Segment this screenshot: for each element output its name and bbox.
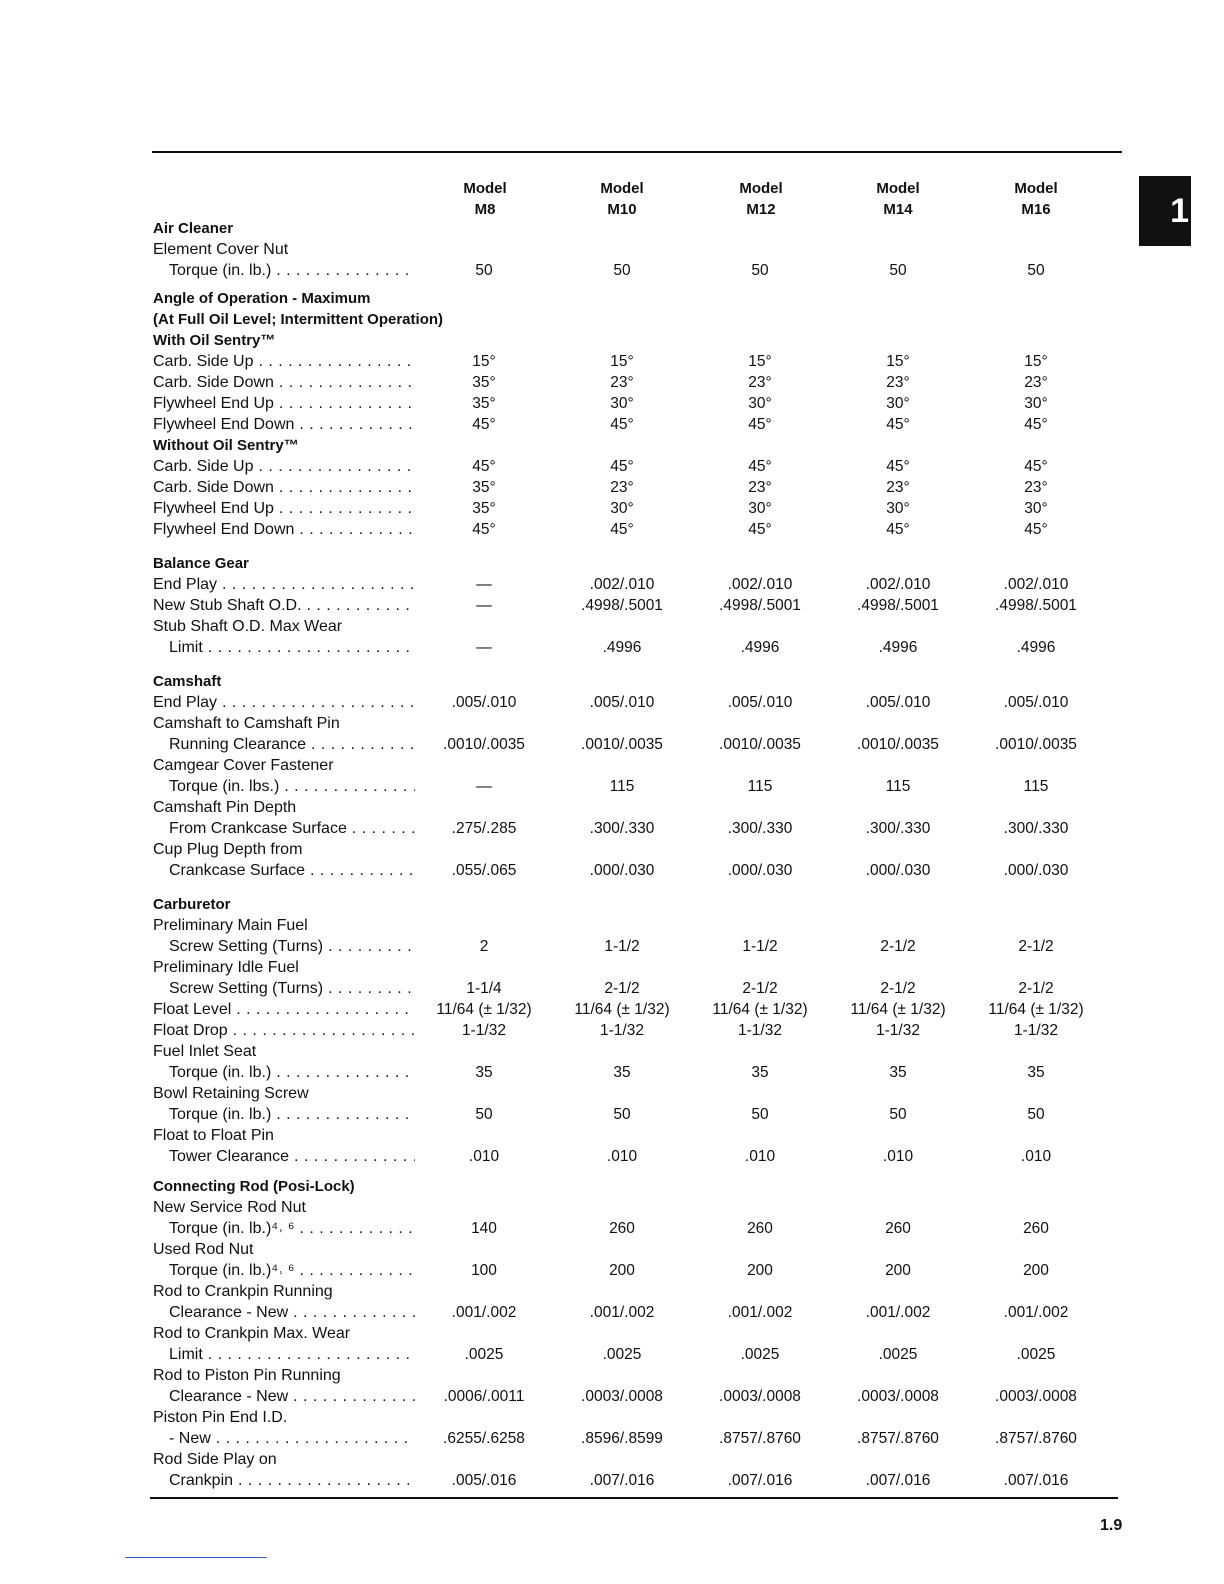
section-heading: Without Oil Sentry™ — [153, 437, 299, 454]
spec-label: Piston Pin End I.D. — [153, 1409, 288, 1426]
spec-value-m12: 200 — [747, 1262, 773, 1279]
spec-value-m10: 30° — [610, 395, 634, 412]
spec-value-m16: 23° — [1024, 374, 1048, 391]
spec-value-m8: 11/64 (± 1/32) — [436, 1001, 532, 1018]
spec-value-m8: 35° — [472, 500, 496, 517]
top-rule — [152, 151, 1122, 153]
section-heading-row — [0, 671, 1224, 692]
spec-label: Camgear Cover Fastener — [153, 757, 334, 774]
spec-label: Torque (in. lb.) . . . — [169, 1104, 415, 1125]
spec-value-m14: 15° — [886, 353, 910, 370]
spec-value-m14: .005/.010 — [865, 694, 931, 711]
spec-value-m10: .0003/.0008 — [581, 1388, 663, 1405]
spec-row — [0, 1020, 1224, 1041]
spec-value-m8: 1-1/4 — [466, 980, 502, 997]
spec-value-m16: 11/64 (± 1/32) — [988, 1001, 1084, 1018]
spec-label: Screw Setting (Turns) . . . — [169, 978, 415, 999]
column-header-line1: Model — [876, 180, 920, 197]
spec-label: Stub Shaft O.D. Max Wear — [153, 618, 343, 635]
spec-value-m14: 23° — [886, 479, 910, 496]
spec-row — [0, 1281, 1224, 1302]
spec-value-m8: 50 — [475, 262, 493, 279]
spec-value-m14: 23° — [886, 374, 910, 391]
spec-value-m8: .6255/.6258 — [443, 1430, 525, 1447]
spec-value-m8: 100 — [471, 1262, 497, 1279]
spec-value-m10: .8596/.8599 — [581, 1430, 663, 1447]
spec-value-m16: .002/.010 — [1003, 576, 1069, 593]
spec-row — [0, 860, 1224, 881]
spec-value-m14: .300/.330 — [865, 820, 931, 837]
spec-label: Cup Plug Depth from — [153, 841, 303, 858]
spec-label: Camshaft Pin Depth — [153, 799, 297, 816]
section-heading-row — [0, 330, 1224, 351]
spec-value-m8: 35° — [472, 479, 496, 496]
spec-value-m12: 15° — [748, 353, 772, 370]
spec-value-m16: .4996 — [1016, 639, 1056, 656]
spec-value-m12: .005/.010 — [727, 694, 793, 711]
spec-label: Limit . . . — [169, 1344, 415, 1365]
spec-value-m14: .8757/.8760 — [857, 1430, 939, 1447]
spec-row — [0, 372, 1224, 393]
spec-label: Element Cover Nut — [153, 241, 289, 258]
spec-label: Torque (in. lb.) . . . — [169, 1062, 415, 1083]
spec-value-m8: .005/.016 — [451, 1472, 517, 1489]
spec-value-m12: .0003/.0008 — [719, 1388, 801, 1405]
spec-value-m8: 45° — [472, 458, 496, 475]
spec-value-m10: 50 — [613, 262, 631, 279]
bottom-rule — [150, 1497, 1118, 1499]
spec-row — [0, 616, 1224, 637]
spec-value-m14: 260 — [885, 1220, 911, 1237]
spec-value-m10: .4996 — [602, 639, 642, 656]
spec-row — [0, 1218, 1224, 1239]
spec-value-m16: .010 — [1020, 1148, 1052, 1165]
spec-label: Tower Clearance . . . — [169, 1146, 415, 1167]
spec-row — [0, 936, 1224, 957]
section-heading-row — [0, 309, 1224, 330]
spec-label: Limit . . . — [169, 637, 415, 658]
section-heading: Air Cleaner — [153, 220, 234, 237]
spec-label: Carb. Side Up . . . — [153, 351, 415, 372]
spec-value-m12: .4998/.5001 — [719, 597, 801, 614]
spec-value-m12: .010 — [744, 1148, 776, 1165]
spec-label: Flywheel End Down . . . — [153, 414, 415, 435]
spec-value-m16: 2-1/2 — [1018, 980, 1054, 997]
spec-value-m16: 50 — [1027, 262, 1045, 279]
column-header-model: M8 — [474, 201, 496, 218]
spec-value-m8: .0006/.0011 — [443, 1388, 525, 1405]
spec-value-m8: 140 — [471, 1220, 497, 1237]
spec-row — [0, 1449, 1224, 1470]
spec-value-m12: .007/.016 — [727, 1472, 793, 1489]
spec-row — [0, 1239, 1224, 1260]
spec-value-m8: .0025 — [464, 1346, 504, 1363]
spec-label: Preliminary Idle Fuel — [153, 959, 299, 976]
spec-row — [0, 574, 1224, 595]
spec-value-m8: 35° — [472, 374, 496, 391]
spec-value-m12: .001/.002 — [727, 1304, 793, 1321]
spec-row — [0, 414, 1224, 435]
spec-value-m10: 45° — [610, 521, 634, 538]
spec-label: Crankpin . . . — [169, 1470, 415, 1491]
spec-value-m16: 23° — [1024, 479, 1048, 496]
spec-row — [0, 776, 1224, 797]
spec-value-m14: .0003/.0008 — [857, 1388, 939, 1405]
spec-row — [0, 1302, 1224, 1323]
spec-row — [0, 818, 1224, 839]
column-header-m14 — [853, 178, 943, 220]
spec-value-m12: 45° — [748, 521, 772, 538]
spec-value-m10: 1-1/2 — [604, 938, 640, 955]
section-heading: Connecting Rod (Posi-Lock) — [153, 1178, 355, 1195]
spec-label: Torque (in. lb.)⁴˒ ⁶ . . . — [169, 1260, 415, 1281]
spec-row — [0, 1146, 1224, 1167]
spec-row — [0, 839, 1224, 860]
spec-value-m14: .0010/.0035 — [857, 736, 939, 753]
spec-row — [0, 1344, 1224, 1365]
spec-value-m10: .005/.010 — [589, 694, 655, 711]
spec-row — [0, 797, 1224, 818]
spec-row — [0, 1197, 1224, 1218]
spec-value-m12: 50 — [751, 1106, 769, 1123]
section-heading-row — [0, 553, 1224, 574]
spec-label: New Stub Shaft O.D. . . . — [153, 595, 415, 616]
page-number: 1.9 — [1100, 1517, 1123, 1534]
spec-row — [0, 755, 1224, 776]
spec-value-m14: 50 — [889, 262, 907, 279]
spec-value-m10: 45° — [610, 458, 634, 475]
spec-value-m8: 45° — [472, 521, 496, 538]
spec-value-m14: 1-1/32 — [876, 1022, 920, 1039]
spec-label: Float Drop . . . — [153, 1020, 415, 1041]
section-heading: Carburetor — [153, 896, 231, 913]
spec-value-m16: 45° — [1024, 458, 1048, 475]
spec-value-m10: .002/.010 — [589, 576, 655, 593]
spec-value-m12: .4996 — [740, 639, 780, 656]
spec-value-m12: 35 — [751, 1064, 769, 1081]
section-heading-row — [0, 288, 1224, 309]
section-heading-row — [0, 218, 1224, 239]
spec-label: End Play . . . — [153, 574, 415, 595]
spec-value-m16: 2-1/2 — [1018, 938, 1054, 955]
spec-label: Flywheel End Up . . . — [153, 498, 415, 519]
spec-value-m12: .300/.330 — [727, 820, 793, 837]
spec-row — [0, 1062, 1224, 1083]
spec-value-m8: 35 — [475, 1064, 493, 1081]
spec-value-m16: .8757/.8760 — [995, 1430, 1077, 1447]
spec-value-m16: .0025 — [1016, 1346, 1056, 1363]
spec-value-m10: .001/.002 — [589, 1304, 655, 1321]
spec-value-m12: 1-1/32 — [738, 1022, 782, 1039]
spec-row — [0, 999, 1224, 1020]
spec-row — [0, 1428, 1224, 1449]
column-header-m8 — [440, 178, 530, 220]
spec-label: New Service Rod Nut — [153, 1199, 306, 1216]
spec-value-m8: — — [476, 778, 492, 795]
column-header-model: M12 — [746, 201, 776, 218]
spec-value-m10: 11/64 (± 1/32) — [574, 1001, 670, 1018]
spec-label: Torque (in. lb.)⁴˒ ⁶ . . . — [169, 1218, 415, 1239]
spec-value-m14: .4996 — [878, 639, 918, 656]
spec-value-m8: — — [476, 639, 492, 656]
spec-value-m12: 30° — [748, 395, 772, 412]
spec-value-m8: 45° — [472, 416, 496, 433]
spec-row — [0, 456, 1224, 477]
spec-value-m16: 45° — [1024, 521, 1048, 538]
spec-value-m10: 2-1/2 — [604, 980, 640, 997]
spec-value-m14: 45° — [886, 521, 910, 538]
spec-label: Rod to Crankpin Running — [153, 1283, 333, 1300]
spec-value-m10: .300/.330 — [589, 820, 655, 837]
spec-label: Used Rod Nut — [153, 1241, 254, 1258]
spec-value-m10: 23° — [610, 374, 634, 391]
spec-value-m12: 45° — [748, 416, 772, 433]
spec-value-m8: 35° — [472, 395, 496, 412]
spec-label: Torque (in. lb.) . . . — [169, 260, 415, 281]
spec-label: Rod to Crankpin Max. Wear — [153, 1325, 351, 1342]
spec-value-m14: .0025 — [878, 1346, 918, 1363]
spec-value-m14: .000/.030 — [865, 862, 931, 879]
spec-value-m12: 23° — [748, 374, 772, 391]
spec-value-m10: .010 — [606, 1148, 638, 1165]
spec-value-m8: .010 — [468, 1148, 500, 1165]
section-heading: Angle of Operation - Maximum — [153, 290, 371, 307]
spec-value-m10: .000/.030 — [589, 862, 655, 879]
spec-value-m12: 2-1/2 — [742, 980, 778, 997]
section-heading: Camshaft — [153, 673, 222, 690]
spec-value-m12: 1-1/2 — [742, 938, 778, 955]
spec-value-m16: 35 — [1027, 1064, 1045, 1081]
spec-row — [0, 1125, 1224, 1146]
spec-row — [0, 978, 1224, 999]
spec-row — [0, 1260, 1224, 1281]
spec-value-m8: .275/.285 — [451, 820, 517, 837]
spec-value-m14: 30° — [886, 500, 910, 517]
column-header-line1: Model — [600, 180, 644, 197]
spec-value-m10: 115 — [609, 778, 635, 795]
spec-value-m8: .001/.002 — [451, 1304, 517, 1321]
column-header-line1: Model — [463, 180, 507, 197]
spec-value-m8: .005/.010 — [451, 694, 517, 711]
spec-value-m10: 35 — [613, 1064, 631, 1081]
spec-label: Torque (in. lbs.) . . . — [169, 776, 415, 797]
spec-label: Flywheel End Up . . . — [153, 393, 415, 414]
spec-value-m14: .4998/.5001 — [857, 597, 939, 614]
spec-value-m16: .4998/.5001 — [995, 597, 1077, 614]
spec-value-m10: 23° — [610, 479, 634, 496]
spec-label: Rod Side Play on — [153, 1451, 277, 1468]
spec-value-m16: 260 — [1023, 1220, 1049, 1237]
column-header-m10 — [577, 178, 667, 220]
spec-value-m12: .0010/.0035 — [719, 736, 801, 753]
spec-value-m10: 30° — [610, 500, 634, 517]
spec-value-m14: 2-1/2 — [880, 980, 916, 997]
spec-value-m14: 200 — [885, 1262, 911, 1279]
spec-row — [0, 393, 1224, 414]
spec-value-m16: 30° — [1024, 500, 1048, 517]
spec-value-m14: 35 — [889, 1064, 907, 1081]
spec-value-m16: 15° — [1024, 353, 1048, 370]
spec-value-m8: 50 — [475, 1106, 493, 1123]
spec-value-m12: 260 — [747, 1220, 773, 1237]
spec-label: Preliminary Main Fuel — [153, 917, 308, 934]
spec-value-m8: .055/.065 — [451, 862, 517, 879]
spec-row — [0, 477, 1224, 498]
column-header-model: M16 — [1021, 201, 1051, 218]
spec-value-m16: 30° — [1024, 395, 1048, 412]
spec-row — [0, 957, 1224, 978]
spec-value-m10: .0025 — [602, 1346, 642, 1363]
spec-row — [0, 1386, 1224, 1407]
spec-value-m14: 50 — [889, 1106, 907, 1123]
column-header-model: M10 — [607, 201, 637, 218]
spec-value-m12: 23° — [748, 479, 772, 496]
spec-label: Crankcase Surface . . . — [169, 860, 415, 881]
section-heading-row — [0, 1176, 1224, 1197]
spec-row — [0, 692, 1224, 713]
spec-value-m14: .010 — [882, 1148, 914, 1165]
spec-row — [0, 1323, 1224, 1344]
spec-label: Fuel Inlet Seat — [153, 1043, 257, 1060]
spec-row — [0, 1365, 1224, 1386]
spec-label: Carb. Side Down . . . — [153, 372, 415, 393]
spec-label: Clearance - New . . . — [169, 1302, 415, 1323]
spec-row — [0, 595, 1224, 616]
spec-value-m10: 260 — [609, 1220, 635, 1237]
spec-value-m8: 1-1/32 — [462, 1022, 506, 1039]
spec-label: Rod to Piston Pin Running — [153, 1367, 341, 1384]
spec-row — [0, 637, 1224, 658]
spec-value-m10: 15° — [610, 353, 634, 370]
spec-value-m10: 50 — [613, 1106, 631, 1123]
column-header-m12 — [716, 178, 806, 220]
section-tab: 1 — [1139, 176, 1191, 246]
section-heading-row — [0, 894, 1224, 915]
spec-label: Camshaft to Camshaft Pin — [153, 715, 340, 732]
section-heading: (At Full Oil Level; Intermittent Operation) — [153, 311, 444, 328]
spec-value-m16: .001/.002 — [1003, 1304, 1069, 1321]
spec-value-m16: .005/.010 — [1003, 694, 1069, 711]
spec-value-m16: .0010/.0035 — [995, 736, 1077, 753]
spec-value-m16: 50 — [1027, 1106, 1045, 1123]
spec-label: End Play . . . — [153, 692, 415, 713]
spec-value-m10: .007/.016 — [589, 1472, 655, 1489]
spec-row — [0, 239, 1224, 260]
spec-value-m14: .001/.002 — [865, 1304, 931, 1321]
spec-row — [0, 713, 1224, 734]
spec-value-m12: 11/64 (± 1/32) — [712, 1001, 808, 1018]
spec-value-m10: 45° — [610, 416, 634, 433]
spec-label: From Crankcase Surface . . . — [169, 818, 415, 839]
spec-label: Float to Float Pin — [153, 1127, 274, 1144]
section-heading-row — [0, 435, 1224, 456]
spec-value-m10: .4998/.5001 — [581, 597, 663, 614]
spec-value-m12: 115 — [747, 778, 773, 795]
spec-value-m14: 2-1/2 — [880, 938, 916, 955]
column-header-line1: Model — [1014, 180, 1058, 197]
link-underline — [125, 1557, 267, 1558]
spec-value-m14: 45° — [886, 458, 910, 475]
spec-value-m8: — — [476, 597, 492, 614]
spec-value-m8: .0010/.0035 — [443, 736, 525, 753]
spec-value-m16: 1-1/32 — [1014, 1022, 1058, 1039]
spec-row — [0, 1104, 1224, 1125]
column-header-model: M14 — [883, 201, 913, 218]
spec-row — [0, 351, 1224, 372]
spec-value-m16: .0003/.0008 — [995, 1388, 1077, 1405]
spec-value-m14: 115 — [885, 778, 911, 795]
spec-value-m10: 1-1/32 — [600, 1022, 644, 1039]
spec-value-m16: 200 — [1023, 1262, 1049, 1279]
spec-label: Carb. Side Up . . . — [153, 456, 415, 477]
spec-value-m14: .007/.016 — [865, 1472, 931, 1489]
spec-row — [0, 498, 1224, 519]
spec-label: Carb. Side Down . . . — [153, 477, 415, 498]
section-heading: Balance Gear — [153, 555, 249, 572]
spec-row — [0, 519, 1224, 540]
spec-value-m8: 15° — [472, 353, 496, 370]
spec-value-m16: .300/.330 — [1003, 820, 1069, 837]
spec-value-m12: 50 — [751, 262, 769, 279]
spec-row — [0, 915, 1224, 936]
column-header-line1: Model — [739, 180, 783, 197]
column-header-m16 — [991, 178, 1081, 220]
spec-row — [0, 734, 1224, 755]
spec-value-m14: 45° — [886, 416, 910, 433]
spec-value-m8: 2 — [479, 938, 489, 955]
spec-label: Float Level . . . — [153, 999, 415, 1020]
spec-value-m16: .000/.030 — [1003, 862, 1069, 879]
spec-label: Screw Setting (Turns) . . . — [169, 936, 415, 957]
spec-value-m12: 45° — [748, 458, 772, 475]
spec-value-m16: 115 — [1023, 778, 1049, 795]
spec-label: - New . . . — [169, 1428, 415, 1449]
spec-value-m16: 45° — [1024, 416, 1048, 433]
spec-value-m12: .8757/.8760 — [719, 1430, 801, 1447]
spec-row — [0, 260, 1224, 281]
spec-row — [0, 1041, 1224, 1062]
spec-value-m12: .000/.030 — [727, 862, 793, 879]
spec-value-m8: — — [476, 576, 492, 593]
section-heading: With Oil Sentry™ — [153, 332, 276, 349]
spec-label: Flywheel End Down . . . — [153, 519, 415, 540]
spec-value-m14: 11/64 (± 1/32) — [850, 1001, 946, 1018]
spec-value-m14: .002/.010 — [865, 576, 931, 593]
spec-label: Bowl Retaining Screw — [153, 1085, 309, 1102]
spec-value-m10: 200 — [609, 1262, 635, 1279]
spec-row — [0, 1083, 1224, 1104]
spec-row — [0, 1407, 1224, 1428]
spec-label: Running Clearance . . . — [169, 734, 415, 755]
spec-value-m12: .0025 — [740, 1346, 780, 1363]
spec-value-m10: .0010/.0035 — [581, 736, 663, 753]
spec-row — [0, 1470, 1224, 1491]
spec-value-m14: 30° — [886, 395, 910, 412]
spec-value-m16: .007/.016 — [1003, 1472, 1069, 1489]
spec-value-m12: 30° — [748, 500, 772, 517]
spec-label: Clearance - New . . . — [169, 1386, 415, 1407]
spec-value-m12: .002/.010 — [727, 576, 793, 593]
